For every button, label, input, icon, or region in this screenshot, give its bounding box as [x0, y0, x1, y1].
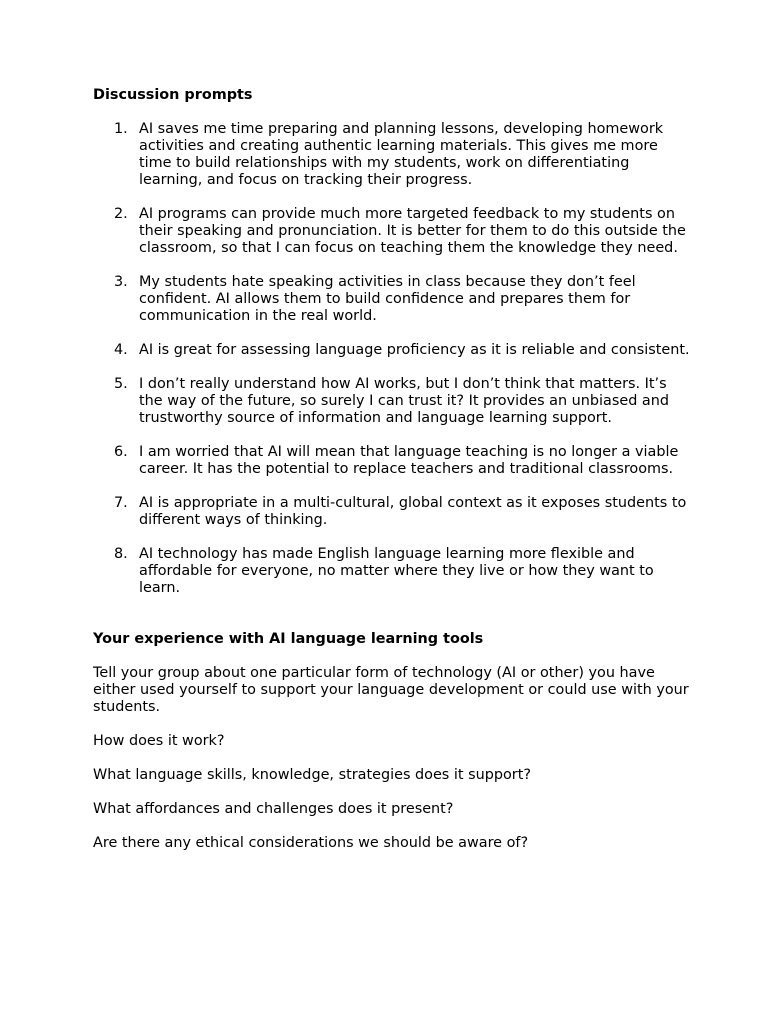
document-page	[93, 87, 693, 852]
list-item-number: 4.	[114, 342, 128, 358]
list-item-text: AI saves me time preparing and planning lessons, developing homework activities and creating authentic learning materials. This gives me more time to build relationships with my students, work on differentiating learning, and focus on tracking their progress.	[139, 121, 664, 188]
list-item	[93, 376, 693, 427]
list-item	[93, 274, 693, 325]
list-item-text: AI technology has made English language learning more flexible and affordable for everyone, no matter where they live or how they want to learn.	[139, 546, 654, 596]
list-item-text: AI is appropriate in a multi-cultural, global context as it exposes students to different ways of thinking.	[139, 495, 687, 528]
list-item	[93, 342, 693, 359]
list-item	[93, 546, 693, 597]
question-ethics: Are there any ethical considerations we should be aware of?	[93, 835, 529, 851]
list-item	[93, 495, 693, 529]
list-item	[93, 206, 693, 257]
list-item-text: AI programs can provide much more targeted feedback to my students on their speaking and pronunciation. It is better for them to do this outside the classroom, so that I can focus on teaching them the knowledge they need.	[139, 206, 686, 256]
question-skills: What language skills, knowledge, strategies does it support?	[93, 767, 531, 783]
list-item	[93, 444, 693, 478]
list-item-number: 5.	[114, 376, 128, 392]
list-item-number: 8.	[114, 546, 128, 562]
list-item-number: 7.	[114, 495, 128, 511]
question-how-it-works: How does it work?	[93, 733, 225, 749]
list-item	[93, 121, 693, 189]
list-item-text: I am worried that AI will mean that language teaching is no longer a viable career. It has the potential to replace teachers and traditional classrooms.	[139, 444, 679, 477]
list-item-number: 3.	[114, 274, 128, 290]
list-item-text: AI is great for assessing language proficiency as it is reliable and consistent.	[139, 342, 690, 358]
discussion-heading: Discussion prompts	[93, 87, 253, 103]
list-item-number: 6.	[114, 444, 128, 460]
experience-heading: Your experience with AI language learning tools	[93, 631, 484, 647]
experience-section	[93, 631, 693, 852]
experience-intro: Tell your group about one particular form of technology (AI or other) you have either used yourself to support your language development or could use with your students.	[93, 665, 689, 715]
list-item-text: My students hate speaking activities in class because they don’t feel confident. AI allows them to build confidence and prepares them for communication in the real world.	[139, 274, 636, 324]
question-affordances: What affordances and challenges does it present?	[93, 801, 454, 817]
list-item-text: I don’t really understand how AI works, but I don’t think that matters. It’s the way of the future, so surely I can trust it? It provides an unbiased and trustworthy source of information and language learning support.	[139, 376, 670, 426]
discussion-prompts-list	[93, 121, 693, 597]
list-item-number: 2.	[114, 206, 128, 222]
list-item-number: 1.	[114, 121, 128, 137]
